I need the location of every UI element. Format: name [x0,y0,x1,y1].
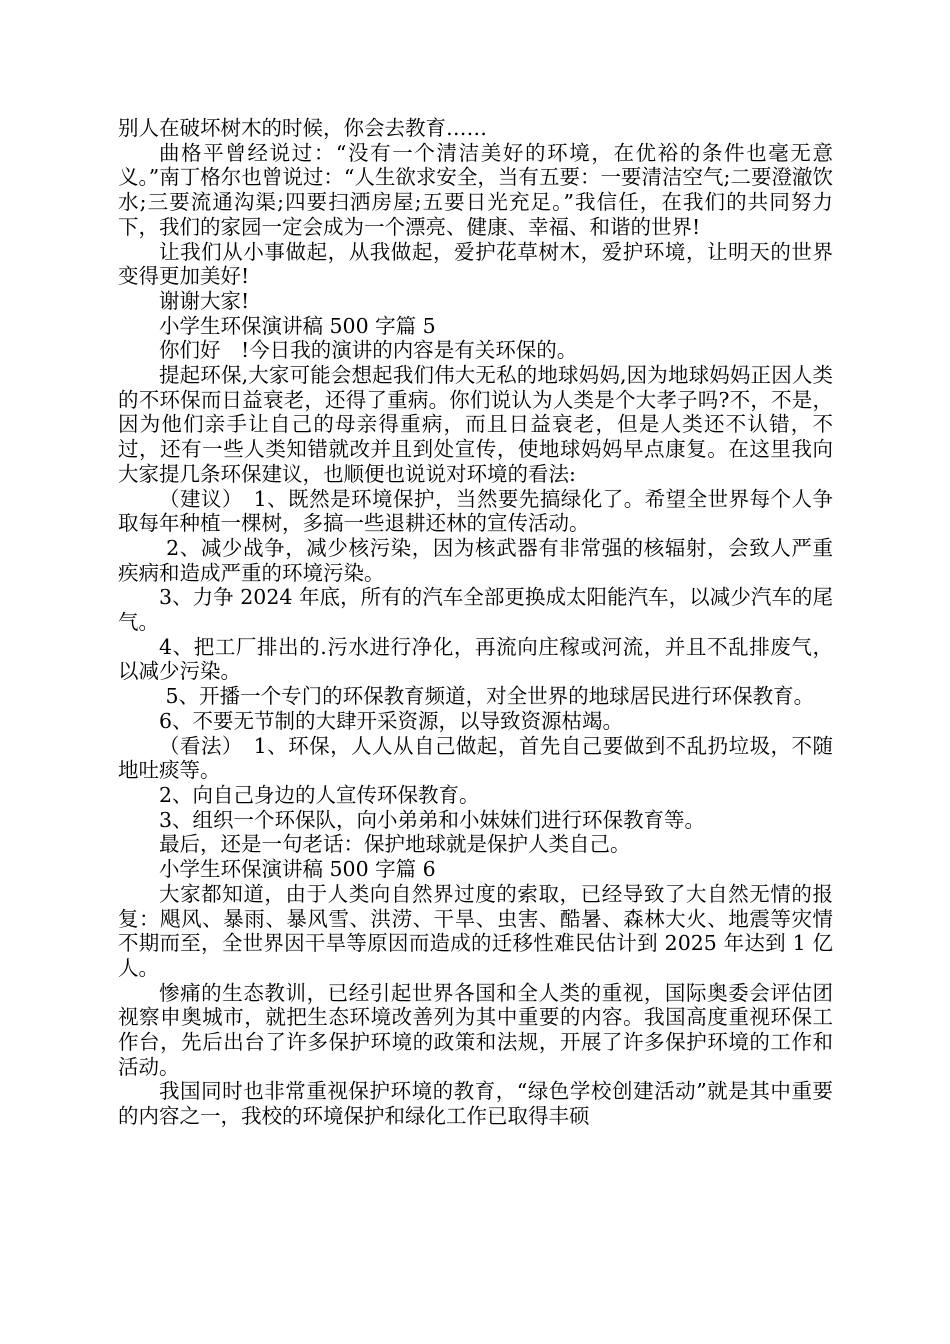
paragraph: 2、向自己身边的人宣传环保教育。 [159,782,480,807]
paragraph: 惨痛的生态教训，已经引起世界各国和全人类的重视，国际奥委会评估团视察申奥城市，就把生态环境改善列为其中重要的内容。我国高度重视环保工作台，先后出台了许多保护环境的政策和法规，开展了许多保护环境的工作和活动。 [118,980,833,1079]
paragraph: 5、开播一个专门的环保教育频道，对全世界的地球居民进行环保教育。 [159,684,815,709]
paragraph: 别人在破坏树木的时候，你会去教育…… [118,116,487,140]
section-heading: 小学生环保演讲稿 500 字篇 6 [159,857,436,882]
paragraph: 3、力争 2024 年底，所有的汽车全部更换成太阳能汽车，以减少汽车的尾气。 [118,585,833,635]
paragraph: （建议） 1、既然是环境保护，当然要先搞绿化了。希望全世界每个人争取每年种植一棵树，多搞一些退耕还林的宣传活动。 [118,486,833,536]
paragraph: 谢谢大家! [159,288,250,313]
document-body [118,116,833,1129]
paragraph: 3、组织一个环保队，向小弟弟和小妹妹们进行环保教育等。 [159,807,706,832]
paragraph: 2、减少战争，减少核污染，因为核武器有非常强的核辐射，会致人严重疾病和造成严重的环境污染。 [118,535,833,585]
paragraph: 曲格平曾经说过：“没有一个清洁美好的环境，在优裕的条件也毫无意义。”南丁格尔也曾说过：“人生欲求安全，当有五要：一要清洁空气;二要澄澈饮水;三要流通沟渠;四要扫洒房屋;五要日光充足。”我信任，在我们的共同努力下，我们的家园一定会成为一个漂亮、健康、幸福、和谐的世界! [118,140,833,239]
paragraph: 让我们从小事做起，从我做起，爱护花草树木，爱护环境，让明天的世界变得更加美好! [118,239,833,289]
section-heading: 小学生环保演讲稿 500 字篇 5 [159,313,436,338]
paragraph: 我国同时也非常重视保护环境的教育，“绿色学校创建活动”就是其中重要的内容之一，我校的环境保护和绿化工作已取得丰硕 [118,1079,833,1129]
paragraph: 提起环保,大家可能会想起我们伟大无私的地球妈妈,因为地球妈妈正因人类的不环保而日益衰老，还得了重病。你们说认为人类是个大孝子吗?不，不是，因为他们亲手让自己的母亲得重病，而且日益衰老，但是人类还不认错，不过，还有一些人类知错就改并且到处宣传，使地球妈妈早点康复。在这里我向大家提几条环保建议，也顺便也说说对环境的看法: [118,363,833,486]
paragraph: 4、把工厂排出的.污水进行净化，再流向庄稼或河流，并且不乱排废气，以减少污染。 [118,634,833,684]
paragraph: 最后，还是一句老话：保护地球就是保护人类自己。 [159,832,631,857]
paragraph: （看法） 1、环保，人人从自己做起，首先自己要做到不乱扔垃圾，不随地吐痰等。 [118,733,833,783]
paragraph: 6、不要无节制的大肆开采资源，以导致资源枯竭。 [159,708,624,733]
paragraph: 大家都知道，由于人类向自然界过度的索取，已经导致了大自然无情的报复：飓风、暴雨、暴风雪、洪涝、干旱、虫害、酷暑、森林大火、地震等灾情不期而至，全世界因干旱等原因而造成的迁移性难民估计到 2025 年达到 1 亿人。 [118,881,833,980]
paragraph: 你们好 !今日我的演讲的内容是有关环保的。 [159,338,578,363]
